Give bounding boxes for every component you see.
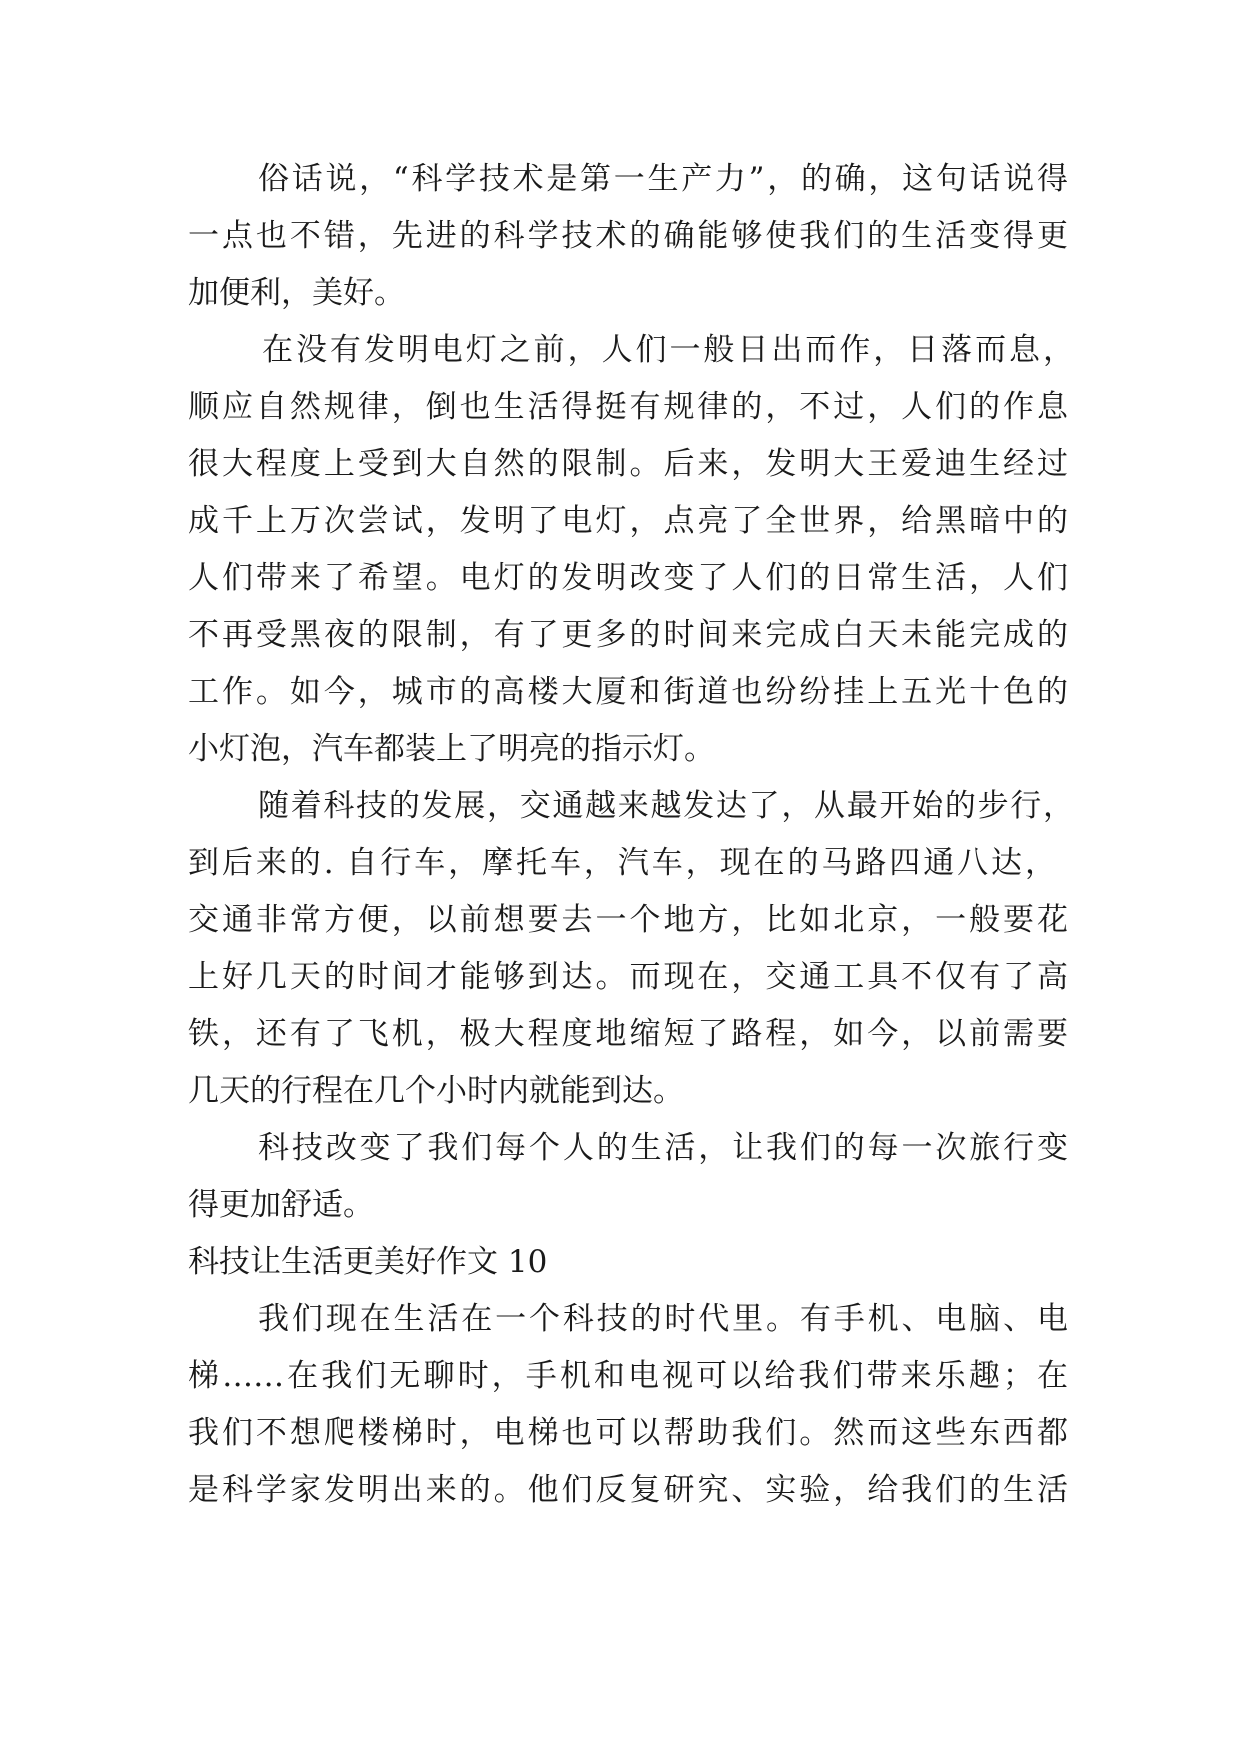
paragraph-line: 得更加舒适。 <box>188 1187 374 1223</box>
paragraph-line: 几天的行程在几个小时内就能到达。 <box>188 1073 684 1109</box>
paragraph-line: 在没有发明电灯之前，人们一般日出而作，日落而息， <box>262 332 1074 368</box>
paragraph-line: 俗话说，“科学技术是第一生产力”，的确，这句话说得 <box>258 161 1068 197</box>
paragraph-line: 顺应自然规律，倒也生活得挺有规律的，不过，人们的作息 <box>188 389 1068 425</box>
paragraph-line: 成千上万次尝试，发明了电灯，点亮了全世界，给黑暗中的 <box>188 503 1068 539</box>
paragraph-line: 我们现在生活在一个科技的时代里。有手机、电脑、电 <box>258 1301 1068 1337</box>
paragraph-line: 上好几天的时间才能够到达。而现在，交通工具不仅有了高 <box>188 959 1068 995</box>
paragraph-line: 梯……在我们无聊时，手机和电视可以给我们带来乐趣；在 <box>188 1358 1068 1394</box>
section-heading: 科技让生活更美好作文 10 <box>188 1244 548 1280</box>
paragraph-line: 铁，还有了飞机，极大程度地缩短了路程，如今，以前需要 <box>188 1016 1068 1052</box>
paragraph-line: 不再受黑夜的限制，有了更多的时间来完成白天未能完成的 <box>188 617 1068 653</box>
paragraph-line: 随着科技的发展，交通越来越发达了，从最开始的步行， <box>258 788 1074 824</box>
paragraph-line: 我们不想爬楼梯时，电梯也可以帮助我们。然而这些东西都 <box>188 1415 1068 1451</box>
paragraph-line: 到后来的. 自行车，摩托车，汽车，现在的马路四通八达， <box>188 845 1056 881</box>
paragraph-line: 人们带来了希望。电灯的发明改变了人们的日常生活，人们 <box>188 560 1068 596</box>
paragraph-line: 科技改变了我们每个人的生活，让我们的每一次旅行变 <box>258 1130 1068 1166</box>
paragraph-line: 是科学家发明出来的。他们反复研究、实验，给我们的生活 <box>188 1472 1068 1508</box>
paragraph-line: 小灯泡，汽车都装上了明亮的指示灯。 <box>188 731 715 767</box>
paragraph-line: 很大程度上受到大自然的限制。后来，发明大王爱迪生经过 <box>188 446 1068 482</box>
paragraph-line: 工作。如今，城市的高楼大厦和街道也纷纷挂上五光十色的 <box>188 674 1068 710</box>
paragraph-line: 一点也不错，先进的科学技术的确能够使我们的生活变得更 <box>188 218 1068 254</box>
paragraph-line: 加便利，美好。 <box>188 275 405 311</box>
paragraph-line: 交通非常方便，以前想要去一个地方，比如北京，一般要花 <box>188 902 1068 938</box>
